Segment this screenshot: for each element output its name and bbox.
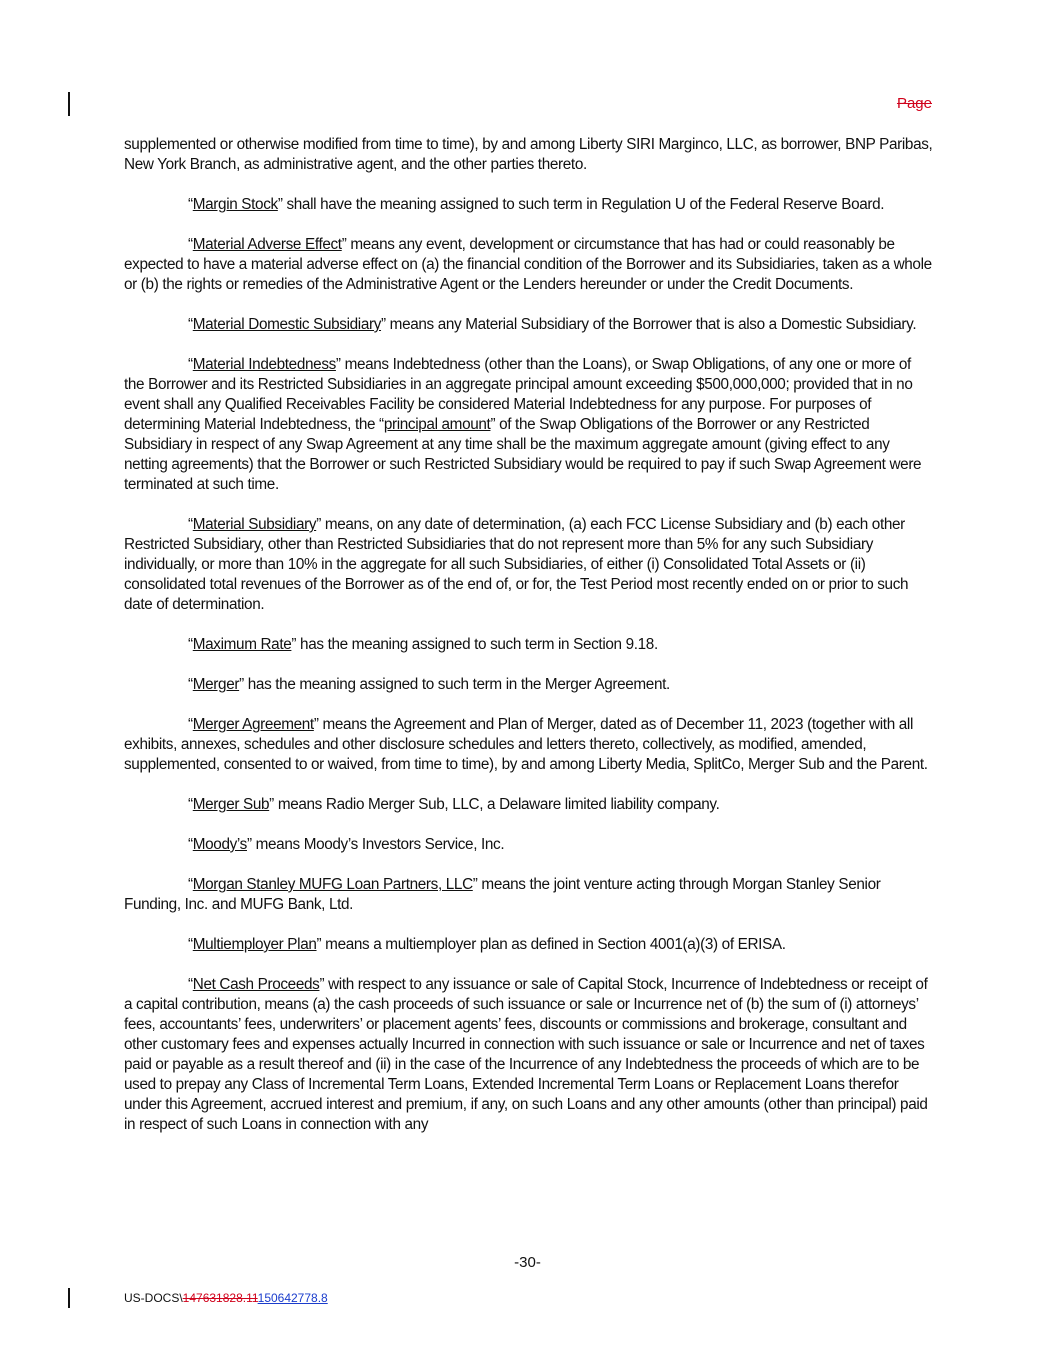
definition-text: has the meaning assigned to such term in the Merger Agreement. — [243, 676, 670, 693]
defined-term: Merger Sub — [192, 796, 270, 813]
definition-text: with respect to any issuance or sale of Capital Stock, Incurrence of Indebtedness or receipt of a capital contribution, means (a) the cash proceeds of such issuance or sale or Incurrence net of (b) the sum of (i) attorneys’ fees, accountants’ fees, underwriters’ or placement agents’ fees, discounts or commissions and brokerage, consultant and other customary fees and expenses actually Incurred in connection with such issuance or sale or Incurrence and net of taxes paid or payable as a result thereof and (ii) in the case of the Incurrence of any Indebtedness the proceeds of which are to be used to prepay any Class of Incremental Term Loans, Extended Incremental Term Loans or Replacement Loans therefor under this Agreement, accrued interest and premium, if any, on such Loans and any other amounts (other than principal) paid in respect of such Loans in connection with any — [124, 976, 928, 1133]
doc-id-prefix: US-DOCS\ — [124, 1291, 183, 1305]
definition-maximum-rate: “Maximum Rate” has the meaning assigned to such term in Section 9.18. — [188, 636, 658, 653]
definition-text: ” of the Swap Obligations of the Borrower or any Restricted Subsidiary in respect of any Swap Agreement at any time shall be the maximum aggregate amount (giving effect to any netting agreements) that the Borrower or such Restricted Subsidiary would be required to pay if such Swap Agreement were terminated at such time. — [124, 416, 922, 493]
definition-text: means the joint venture acting through Morgan Stanley Senior Funding, Inc. and MUFG Bank, Ltd. — [124, 876, 881, 913]
definition-material-adverse-effect: “Material Adverse Effect” means any event, development or circumstance that has had or could reasonably be expected to have a material adverse effect on (a) the financial condition of the Borrower and its Subsidiaries, taken as a whole or (b) the rights or remedies of the Administrative Agent or the Lenders hereunder or under the Credit Documents. — [124, 236, 932, 293]
definition-text: means Indebtedness (other than the Loans), or Swap Obligations, of any one or more of the Borrower and its Restricted Subsidiaries in an aggregate principal amount exceeding $500,000,000; — [124, 356, 911, 393]
definition-moodys: “Moody’s” means Moody’s Investors Service, Inc. — [188, 836, 505, 853]
definition-merger-sub: “Merger Sub” means Radio Merger Sub, LLC, a Delaware limited liability company. — [188, 796, 720, 813]
definition-merger: “Merger” has the meaning assigned to such term in the Merger Agreement. — [188, 676, 670, 693]
definition-net-cash-proceeds: “Net Cash Proceeds” with respect to any issuance or sale of Capital Stock, Incurrence of Indebtedness or receipt of a capital contribution, means (a) the cash proceeds of such issuance or sale or Incurrence net of (b) the sum of (i) attorneys’ fees, accountants’ fees, underwriters’ or placement agents’ fees, discounts or commissions and brokerage, consultant and other customary fees and expenses actually Incurred in connection with such issuance or sale or Incurrence and net of taxes paid or payable as a result thereof and (ii) in the case of the Incurrence of any Indebtedness the proceeds of which are to be used to prepay any Class of Incremental Term Loans, Extended Incremental Term Loans or Replacement Loans therefor under this Agreement, accrued interest and premium, if any, on such Loans and any other amounts (other than principal) paid in respect of such Loans in connection with any — [124, 976, 928, 1133]
definition-material-domestic-subsidiary: “Material Domestic Subsidiary” means any Material Subsidiary of the Borrower that is also a Domestic Subsidiary. — [188, 316, 917, 333]
change-bar-footer — [68, 1288, 70, 1308]
defined-term: Material Indebtedness — [192, 356, 336, 373]
defined-term: Merger Agreement — [192, 716, 314, 733]
change-bar-top — [68, 92, 70, 116]
definition-text: means, on any date of determination, (a) each FCC License Subsidiary and (b) each other Restricted Subsidiary, other than Restricted Subsidiaries that do not represent more than 5% for any such Subsidiary individually, or more than 10% in the aggregate for all such Subsidiaries, of either (i) Consolidated Total Assets or (ii) consolidated total revenues of the Borrower as of the end of, or for, the Test Period most recently ended on or prior to such date of determination. — [124, 516, 909, 613]
page-label-deleted: Page — [896, 95, 932, 112]
definition-text: means Radio Merger Sub, LLC, a Delaware limited liability company. — [273, 796, 720, 813]
defined-term: Material Adverse Effect — [192, 236, 342, 253]
defined-term: Multiemployer Plan — [192, 936, 317, 953]
doc-id-inserted: 150642778.8 — [257, 1291, 328, 1305]
defined-term: Margin Stock — [192, 196, 278, 213]
definition-margin-stock: “Margin Stock” shall have the meaning assigned to such term in Regulation U of the Federal Reserve Board. — [188, 196, 885, 213]
proviso-word: provided — [793, 376, 850, 393]
defined-term: Moody’s — [192, 836, 247, 853]
document-body — [124, 135, 934, 1155]
doc-id-deleted: 147631828.11 — [182, 1291, 258, 1305]
defined-term: Material Domestic Subsidiary — [192, 316, 382, 333]
paragraph-text: supplemented or otherwise modified from time to time), by and among Liberty SIRI Marginco, LLC, as borrower, BNP Paribas, New York Branch, as administrative agent, and the other parties thereto. — [124, 136, 933, 173]
definition-merger-agreement: “Merger Agreement” means the Agreement and Plan of Merger, dated as of December 11, 2023 (together with all exhibits, annexes, schedules and other disclosure schedules and letters thereto, collectively, as modified, amended, supplemented, consented to or waived, from time to time), by and among Liberty Media, SplitCo, Merger Sub and the Parent. — [124, 716, 928, 773]
definition-text: means a multiemployer plan as defined in Section 4001(a)(3) of ERISA. — [321, 936, 786, 953]
defined-term: Merger — [192, 676, 240, 693]
definition-text: means Moody’s Investors Service, Inc. — [251, 836, 505, 853]
page-number: -30- — [514, 1254, 541, 1271]
definition-material-subsidiary: “Material Subsidiary” means, on any date of determination, (a) each FCC License Subsidiary and (b) each other Restricted Subsidiary, other than Restricted Subsidiaries that do not represent more than 5% for any such Subsidiary individually, or more than 10% in the aggregate for all such Subsidiaries, of either (i) Consolidated Total Assets or (ii) consolidated total revenues of the Borrower as of the end of, or for, the Test Period most recently ended on or prior to such date of determination. — [124, 516, 909, 613]
definition-text: means the Agreement and Plan of Merger, dated as of December 11, 2023 (together with all exhibits, annexes, schedules and other disclosure schedules and letters thereto, collectively, as modified, amended, supplemented, consented to or waived, from time to time), by and among Liberty Media, SplitCo, Merger Sub and the Parent. — [124, 716, 928, 773]
definition-text: means any event, development or circumstance that has had or could reasonably be expected to have a material adverse effect on (a) the financial condition of the Borrower and its Subsidiaries, taken as a whole or (b) the rights or remedies of the Administrative Agent or the Lenders hereunder or under the Credit Documents. — [124, 236, 932, 293]
document-id — [124, 1291, 328, 1305]
defined-term: Maximum Rate — [192, 636, 292, 653]
definition-morgan-stanley-mufg: “Morgan Stanley MUFG Loan Partners, LLC” means the joint venture acting through Morgan Stanley Senior Funding, Inc. and MUFG Bank, Ltd. — [124, 876, 881, 913]
definition-text: that in no event shall any Qualified Receivables Facility be considered Material Indebtedness for any purpose. For purposes of determining Material Indebtedness, the “ — [124, 376, 913, 433]
definition-text: means any Material Subsidiary of the Borrower that is also a Domestic Subsidiary. — [385, 316, 917, 333]
definition-material-indebtedness: “Material Indebtedness” means Indebtedness (other than the Loans), or Swap Obligations, of any one or more of the Borrower and its Restricted Subsidiaries in an aggregate principal amount exceeding $500,000,000; provided that in no event shall any Qualified Receivables Facility be considered Material Indebtedness for any purpose. For purposes of determining Material Indebtedness, the “principal amount” of the Swap Obligations of the Borrower or any Restricted Subsidiary in respect of any Swap Agreement at any time shall be the maximum aggregate amount (giving effect to any netting agreements) that the Borrower or such Restricted Subsidiary would be required to pay if such Swap Agreement were terminated at such time. — [124, 356, 922, 493]
paragraph-continuation — [124, 135, 934, 175]
defined-term: principal amount — [383, 416, 491, 433]
definition-multiemployer-plan: “Multiemployer Plan” means a multiemployer plan as defined in Section 4001(a)(3) of ERISA. — [188, 936, 786, 953]
definition-text: has the meaning assigned to such term in Section 9.18. — [296, 636, 658, 653]
definition-text: shall have the meaning assigned to such term in Regulation U of the Federal Reserve Board. — [282, 196, 885, 213]
defined-term: Net Cash Proceeds — [192, 976, 320, 993]
defined-term: Morgan Stanley MUFG Loan Partners, LLC — [192, 876, 473, 893]
defined-term: Material Subsidiary — [192, 516, 317, 533]
